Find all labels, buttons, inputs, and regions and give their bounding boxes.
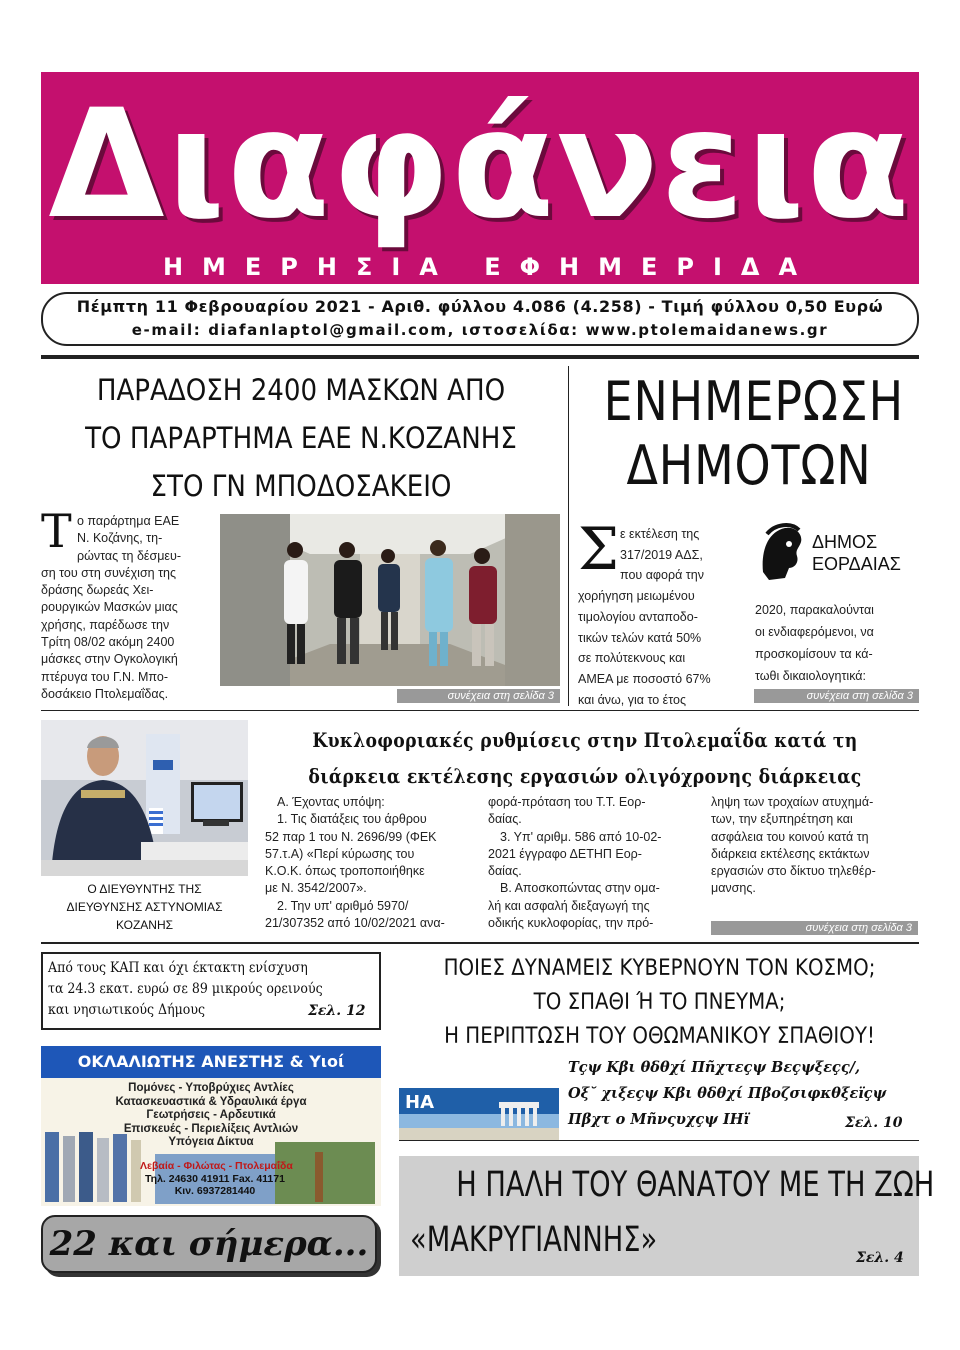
article2-line: χορήγηση μειωμένου bbox=[578, 589, 695, 604]
article3-line: ληψη των τροχαίων ατυχημά- bbox=[711, 795, 874, 809]
article1-body bbox=[41, 513, 203, 703]
article1-dropcap: Τ bbox=[41, 504, 72, 558]
powers-logo-text: ΗΑ bbox=[405, 1092, 434, 1113]
issue-date-line: Πέμπτη 11 Φεβρουαρίου 2021 - Αριθ. φύλλου 4.086 (4.258) - Τιμή φύλλου 0,50 Ευρώ bbox=[76, 297, 884, 316]
article3-col3 bbox=[711, 794, 916, 898]
article1-line: πτέρυγα του Γ.Ν. Μπο- bbox=[41, 669, 168, 684]
article1-line: ση του στη συνέχιση της bbox=[41, 565, 177, 580]
article3-line: εργασιών στο δίκτυο τηλεθέρ- bbox=[711, 864, 876, 879]
caption-line: ΔΙΕΥΘΥΝΣΗΣ ΑΣΤΥΝΟΜΙΑΣ bbox=[66, 900, 223, 914]
divider bbox=[41, 355, 919, 359]
article1-line: ρώντας τη δέσμευ- bbox=[77, 548, 181, 563]
advert-contact bbox=[140, 1160, 293, 1198]
article3-col2 bbox=[488, 794, 692, 932]
article3-line: οδικής κυκλοφορίας, την πρό- bbox=[488, 916, 654, 931]
article2-body-right bbox=[755, 599, 915, 687]
article3-headline-line: Κυκλοφοριακές ρυθμίσεις στην Πτολεμαΐδα κατά τη bbox=[312, 728, 858, 752]
municipality-line: ΕΟΡΔΑΙΑΣ bbox=[812, 554, 901, 574]
advert-company-name: ΟΚΛΑΛΙΩΤΗΣ ΑΝΕΣΤΗΣ & Υιοί bbox=[41, 1046, 381, 1078]
powers-page-ref[interactable]: Σελ. 10 bbox=[845, 1115, 903, 1131]
article1-continued[interactable]: συνέχεια στη σελίδα 3 bbox=[397, 689, 560, 703]
newspaper-subtitle: ΗΜΕΡΗΣΙΑ ΕΦΗΜΕΡΙΔΑ bbox=[162, 253, 817, 281]
powers-logo bbox=[399, 1088, 559, 1140]
article3-col1 bbox=[265, 794, 471, 932]
byline-line: Οξ˘ χιξεçψ Κβι θδθχί Πβοζσιφκθξεïçψ bbox=[568, 1085, 887, 1102]
caption-line: Ο ΔΙΕΥΘΥΝΤΗΣ ΤΗΣ bbox=[87, 882, 202, 896]
municipality-line: ΔΗΜΟΣ bbox=[812, 532, 878, 552]
article2-line: 2020, παρακαλούνται bbox=[755, 603, 874, 617]
article1-line: μάσκες στην Ογκολογική bbox=[41, 652, 178, 667]
article2-line: τικών τελών κατά 50% bbox=[578, 630, 702, 645]
advert-mobile: Κιν. 6937281440 bbox=[174, 1185, 256, 1197]
article1-headline-line: ΠΑΡΑΔΟΣΗ 2400 ΜΑΣΚΩΝ ΑΠΟ bbox=[96, 373, 506, 407]
article1-headline-line: ΣΤΟ ΓΝ ΜΠΟΔΟΣΑΚΕΙΟ bbox=[150, 469, 452, 503]
article1-line: Τρίτη 08/02 ακόμη 2400 bbox=[41, 635, 175, 650]
article1-line: ο παράρτημα ΕΑΕ bbox=[77, 514, 180, 528]
article2-headline-line: ΕΝΗΜΕΡΩΣΗ bbox=[603, 370, 905, 433]
masthead-subtitle-band bbox=[41, 250, 919, 284]
article1-headline-line: ΤΟ ΠΑΡΑΡΤΗΜΑ ΕΑΕ Ν.ΚΟΖΑΝΗΣ bbox=[85, 421, 517, 455]
article2-continued[interactable]: συνέχεια στη σελίδα 3 bbox=[754, 689, 919, 703]
police-director-photo bbox=[41, 720, 248, 876]
article2-line: προσκομίσουν τα κά- bbox=[755, 647, 873, 661]
newspaper-title: Διαφάνεια bbox=[48, 78, 912, 252]
makrygiannis-subtitle-wrap bbox=[410, 1218, 750, 1262]
article2-dropcap: Σ bbox=[578, 515, 620, 583]
article3-line: με Ν. 3542/2007». bbox=[265, 881, 367, 896]
photo-caption bbox=[41, 880, 248, 934]
article1-line: ρουργικών Μασκών μιας bbox=[41, 600, 178, 615]
article3-line: Κ.Ο.Κ. όπως τροποποιήθηκε bbox=[265, 864, 425, 879]
article3-line: 57.τ.Α) «Περί κύρωσης του bbox=[265, 846, 415, 861]
divider bbox=[399, 1140, 919, 1141]
contact-line: e-mail: diafanlaptol@gmail.com, ιστοσελίδα: www.ptolemaidanews.gr bbox=[131, 321, 829, 339]
advert-services bbox=[41, 1082, 381, 1150]
article3-headline bbox=[250, 722, 920, 794]
article3-line: μανσης. bbox=[711, 881, 756, 896]
article2-line: οι ενδιαφερόμενοι, να bbox=[755, 625, 874, 639]
article2-line: ε εκτέλεση της bbox=[620, 527, 700, 541]
column-divider bbox=[568, 366, 569, 706]
advert-line: Γεωτρήσεις - Αρδευτικά bbox=[146, 1109, 276, 1121]
article1-line: δράσης δωρεάς Χει- bbox=[41, 583, 154, 598]
advert-line: Πομόνες - Υποβρύχιες Αντλίες bbox=[128, 1082, 294, 1094]
warrior-head-icon bbox=[755, 522, 807, 586]
advert-line: Υπόγεια Δίκτυα bbox=[168, 1136, 254, 1148]
byline-line: Πβχτ ο Μñνςυχçψ ΙΗï bbox=[568, 1111, 749, 1128]
kap-line: Από τους ΚΑΠ και όχι έκτακτη ενίσχυση bbox=[48, 960, 308, 976]
article2-line: τιμολογίου ανταποδο- bbox=[578, 609, 698, 624]
byline-line: Τçψ Κβι θδθχί Πñχτεçψ Βεçψξεçς/, bbox=[568, 1059, 861, 1076]
article3-line: των, την εξυπηρέτηση και bbox=[711, 812, 853, 827]
powers-headline-line: ΠΟΙΕΣ ΔΥΝΑΜΕΙΣ ΚΥΒΕΡΝΟΥΝ ΤΟΝ ΚΟΣΜΟ; bbox=[443, 956, 876, 981]
article3-line: δαίας. bbox=[488, 864, 522, 879]
makrygiannis-page-ref[interactable]: Σελ. 4 bbox=[856, 1250, 904, 1266]
article3-line: Β. Αποσκοπώντας στην ομα- bbox=[500, 881, 660, 896]
article3-line: ασφάλεια του κοινού κατά τη bbox=[711, 829, 869, 844]
article2-headline bbox=[578, 370, 920, 498]
article2-line: τωθι δικαιολογητικά: bbox=[755, 669, 866, 683]
municipality-emblem bbox=[755, 522, 807, 586]
article3-line: λή και ασφαλή διεξαγωγή της bbox=[488, 898, 650, 913]
article2-line: ΑΜΕΑ με ποσοστό 67% bbox=[578, 671, 711, 686]
advert-line: Επισκευές - Περιελίξεις Αντλιών bbox=[123, 1122, 299, 1135]
article2-headline-line: ΔΗΜΟΤΩΝ bbox=[626, 434, 872, 497]
article2-line: σε πολύτεκνους και bbox=[578, 651, 686, 666]
divider bbox=[41, 942, 919, 944]
advert-line: Κατασκευαστικά & Υδραυλικά έργα bbox=[115, 1095, 307, 1108]
powers-headline-line: ΤΟ ΣΠΑΘΙ Ή ΤΟ ΠΝΕΥΜΑ; bbox=[533, 990, 786, 1015]
makrygiannis-title: Η ΠΑΛΗ ΤΟΥ ΘΑΝΑΤΟΥ ΜΕ ΤΗ ΖΩΗ bbox=[456, 1165, 935, 1205]
advert-phone: Τηλ. 24630 41911 Fax. 41171 bbox=[145, 1172, 285, 1185]
article3-line: διάρκεια εκτέλεσης εκτάκτων bbox=[711, 846, 870, 861]
article3-line: 2021 έγγραφο ΔΕΤΗΠ Εορ- bbox=[488, 846, 642, 861]
article1-line: Ν. Κοζάνης, τη- bbox=[77, 531, 163, 546]
article2-body bbox=[578, 524, 740, 710]
article1-headline bbox=[41, 366, 561, 510]
today-label[interactable]: 22 και σήμερα... bbox=[49, 1224, 369, 1264]
municipality-name bbox=[812, 531, 922, 575]
article1-line: δοσάκειο Πτολεμαΐδας. bbox=[41, 686, 169, 701]
police-director-image bbox=[41, 720, 248, 876]
article3-headline-line: διάρκεια εκτέλεσης εργασιών ολιγόχρονης διάρκειας bbox=[308, 764, 862, 788]
article1-line: χρήσης, παρέδωσε την bbox=[41, 617, 170, 632]
article2-line: 317/2019 ΑΔΣ, bbox=[620, 547, 703, 562]
makrygiannis-subtitle: «ΜΑΚΡΥΓΙΑΝΝΗΣ» bbox=[410, 1220, 658, 1260]
advert-towns: Λεβαία - Φιλώτας - Πτολεμαΐδα bbox=[140, 1160, 293, 1172]
powers-headline bbox=[397, 952, 922, 1054]
article3-line: δαίας. bbox=[488, 812, 522, 827]
article3-line: 52 παρ 1 του Ν. 2696/99 (ΦΕΚ bbox=[265, 829, 437, 844]
kap-line: τα 24.3 εκατ. ευρώ σε 89 μικρούς ορεινούς bbox=[48, 981, 323, 997]
article2-line: και άνω, για το έτος bbox=[578, 692, 686, 707]
article3-line: 3. Υπ' αριθμ. 586 από 10-02- bbox=[500, 829, 662, 844]
hospital-corridor-image bbox=[220, 514, 560, 686]
divider bbox=[41, 710, 919, 711]
caption-line: ΚΟΖΑΝΗΣ bbox=[115, 918, 174, 932]
article1-photo bbox=[220, 514, 560, 686]
article3-line: 1. Τις διατάξεις του άρθρου bbox=[277, 812, 427, 827]
powers-headline-line: Η ΠΕΡΙΠΤΩΣΗ ΤΟΥ ΟΘΩΜΑΝΙΚΟΥ ΣΠΑΘΙΟΥ! bbox=[444, 1024, 875, 1049]
kap-line: και νησιωτικούς Δήμους bbox=[48, 1002, 206, 1018]
article3-line: Α. Έχοντας υπόψη: bbox=[277, 795, 385, 809]
kap-page-ref[interactable]: Σελ. 12 bbox=[308, 1003, 366, 1019]
article2-line: που αφορά την bbox=[620, 568, 704, 583]
article3-line: 21/307352 από 10/02/2021 ανα- bbox=[265, 916, 445, 931]
article3-line: 2. Την υπ' αριθμό 5970/ bbox=[277, 898, 409, 913]
makrygiannis-headline bbox=[399, 1160, 935, 1210]
article3-continued[interactable]: συνέχεια στη σελίδα 3 bbox=[711, 921, 918, 935]
article3-line: φορά-πρόταση του Τ.Τ. Εορ- bbox=[488, 795, 646, 809]
